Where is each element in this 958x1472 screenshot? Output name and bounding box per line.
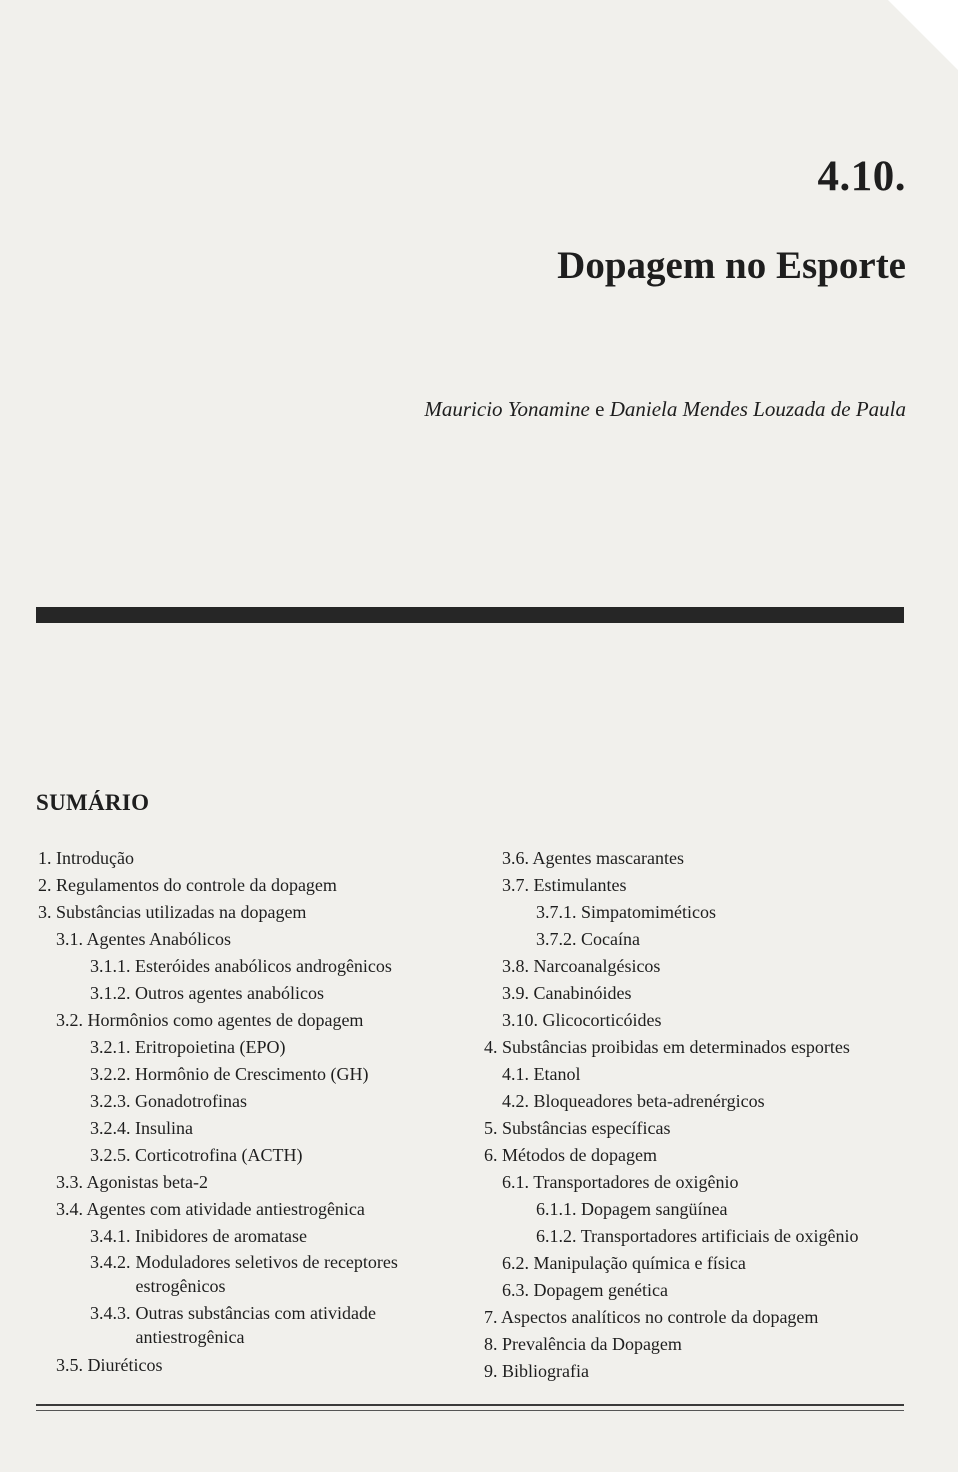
toc-item [38, 1088, 458, 1115]
toc-item [484, 1007, 924, 1034]
toc-item [38, 1034, 458, 1061]
toc-item [38, 872, 458, 899]
toc-item [38, 1223, 458, 1250]
toc-item-text: Hormônio de Crescimento (GH) [135, 1064, 369, 1084]
toc-item-text: Narcoanalgésicos [533, 956, 661, 976]
toc-item-number: 3.9. [502, 983, 529, 1003]
toc-item [38, 845, 458, 872]
toc-item-text: Corticotrofina (ACTH) [135, 1145, 303, 1165]
toc-item [38, 980, 458, 1007]
toc-item [484, 1034, 924, 1061]
toc-item [484, 845, 924, 872]
toc-item-number: 3.4.3. [90, 1303, 131, 1323]
toc-item-text: Gonadotrofinas [135, 1091, 247, 1111]
toc-item [484, 1142, 924, 1169]
toc-item-number: 1. [38, 848, 52, 868]
toc-item-number: 4.1. [502, 1064, 529, 1084]
toc-item [484, 872, 924, 899]
toc-item [484, 1223, 924, 1250]
toc-item-text: Transportadores artificiais de oxigênio [580, 1226, 859, 1246]
toc-item [38, 1142, 458, 1169]
toc-item-number: 3.2.1. [90, 1037, 131, 1057]
toc-item-number: 3.7. [502, 875, 529, 895]
toc-item-number: 3.7.1. [536, 902, 577, 922]
toc-item-text: Agonistas beta-2 [86, 1172, 208, 1192]
toc-item-text: Moduladores seletivos de receptores estrogênicos [135, 1252, 398, 1296]
toc-item-number: 3.7.2. [536, 929, 577, 949]
toc-item [38, 926, 458, 953]
toc-item [484, 1115, 924, 1142]
page-corner-fold [888, 0, 958, 70]
toc-item-text: Outras substâncias com atividade antiestrogênica [135, 1303, 376, 1347]
author-1: Mauricio Yonamine [424, 397, 590, 421]
toc-item-text: Transportadores de oxigênio [533, 1172, 739, 1192]
toc-item-number: 8. [484, 1334, 498, 1354]
toc-item-text: Etanol [533, 1064, 581, 1084]
toc-item [484, 1277, 924, 1304]
toc-item-text: Simpatomiméticos [581, 902, 716, 922]
chapter-title: Dopagem no Esporte [557, 244, 906, 287]
toc-item-text: Manipulação química e física [533, 1253, 746, 1273]
toc-item-number: 4. [484, 1037, 498, 1057]
toc-item-number: 3.2.5. [90, 1145, 131, 1165]
bottom-rule-thin [36, 1410, 904, 1411]
toc-item [484, 1331, 924, 1358]
toc-item [484, 980, 924, 1007]
toc-item [38, 899, 458, 926]
toc-item-text: Substâncias proibidas em determinados esportes [502, 1037, 850, 1057]
toc-item-text: Glicocorticóides [542, 1010, 662, 1030]
toc-item-number: 3.2. [56, 1010, 83, 1030]
toc-item [484, 1061, 924, 1088]
toc-item [38, 1352, 458, 1379]
toc-item-text: Agentes Anabólicos [86, 929, 231, 949]
toc-item [484, 1304, 924, 1331]
toc-item-text: Hormônios como agentes de dopagem [87, 1010, 364, 1030]
toc-item-text: Substâncias utilizadas na dopagem [56, 902, 307, 922]
toc-item-text: Eritropoietina (EPO) [135, 1037, 286, 1057]
toc-item [484, 899, 924, 926]
toc-item-text: Agentes com atividade antiestrogênica [86, 1199, 365, 1219]
toc-item-text: Introdução [56, 848, 134, 868]
toc-item [38, 1061, 458, 1088]
toc-item-number: 5. [484, 1118, 498, 1138]
toc-item-text: Diuréticos [87, 1355, 163, 1375]
toc-item-text: Agentes mascarantes [532, 848, 684, 868]
toc-item [38, 1301, 458, 1352]
toc-item [484, 1169, 924, 1196]
toc-item [484, 1196, 924, 1223]
toc-item [38, 1007, 458, 1034]
toc-item [484, 926, 924, 953]
toc-item-text: Inibidores de aromatase [135, 1226, 307, 1246]
toc-item-number: 9. [484, 1361, 498, 1381]
toc-item-number: 6.1. [502, 1172, 529, 1192]
toc-item-number: 3.5. [56, 1355, 83, 1375]
toc-item [38, 1196, 458, 1223]
toc-item [38, 1169, 458, 1196]
toc-item-number: 3.3. [56, 1172, 83, 1192]
toc-item-text: Bibliografia [502, 1361, 589, 1381]
toc-item-number: 4.2. [502, 1091, 529, 1111]
toc-item-text: Bloqueadores beta-adrenérgicos [533, 1091, 765, 1111]
toc-item-number: 3.2.3. [90, 1091, 131, 1111]
toc-item-text: Prevalência da Dopagem [502, 1334, 682, 1354]
toc-item-number: 3.1.1. [90, 956, 131, 976]
toc-item [38, 953, 458, 980]
toc-item-number: 7. [484, 1307, 498, 1327]
toc-item-number: 3.2.4. [90, 1118, 131, 1138]
bottom-rule [36, 1404, 904, 1406]
toc-item [38, 1250, 458, 1301]
toc-item-number: 2. [38, 875, 52, 895]
toc-item-text: Substâncias específicas [502, 1118, 671, 1138]
toc-item-number: 3.4. [56, 1199, 83, 1219]
toc-item-number: 3.10. [502, 1010, 538, 1030]
toc-item-number: 6. [484, 1145, 498, 1165]
toc-item-number: 3.4.2. [90, 1252, 131, 1272]
chapter-authors [424, 397, 906, 422]
toc-item-text: Insulina [135, 1118, 193, 1138]
toc-item-text: Canabinóides [533, 983, 632, 1003]
toc-item-number: 6.2. [502, 1253, 529, 1273]
toc-left-column [38, 845, 458, 1379]
summary-heading: SUMÁRIO [36, 790, 150, 815]
toc-item-number: 3.2.2. [90, 1064, 131, 1084]
toc-item-text: Esteróides anabólicos androgênicos [135, 956, 392, 976]
toc-item [484, 1358, 924, 1385]
toc-item-number: 3.8. [502, 956, 529, 976]
section-divider-bar [36, 607, 904, 623]
toc-item-text: Estimulantes [533, 875, 627, 895]
toc-item [484, 953, 924, 980]
toc-item-text: Dopagem genética [533, 1280, 668, 1300]
toc-item-number: 6.1.2. [536, 1226, 577, 1246]
author-2: Daniela Mendes Louzada de Paula [609, 397, 906, 421]
toc-item [484, 1088, 924, 1115]
toc-item-number: 6.3. [502, 1280, 529, 1300]
toc-item-number: 3. [38, 902, 52, 922]
toc-item-text: Cocaína [581, 929, 640, 949]
toc-item-number: 3.1.2. [90, 983, 131, 1003]
toc-item-text: Métodos de dopagem [502, 1145, 657, 1165]
toc-item-number: 3.4.1. [90, 1226, 131, 1246]
toc-item [38, 1115, 458, 1142]
toc-item-text: Regulamentos do controle da dopagem [56, 875, 337, 895]
toc-right-column [484, 845, 924, 1385]
toc-item-text: Aspectos analíticos no controle da dopagem [501, 1307, 819, 1327]
toc-item-number: 6.1.1. [536, 1199, 577, 1219]
toc-item-number: 3.1. [56, 929, 83, 949]
toc-item [484, 1250, 924, 1277]
toc-item-text: Dopagem sangüínea [581, 1199, 728, 1219]
toc-item-number: 3.6. [502, 848, 529, 868]
author-conjunction: e [595, 397, 605, 421]
chapter-number: 4.10. [817, 153, 906, 200]
toc-item-text: Outros agentes anabólicos [135, 983, 324, 1003]
